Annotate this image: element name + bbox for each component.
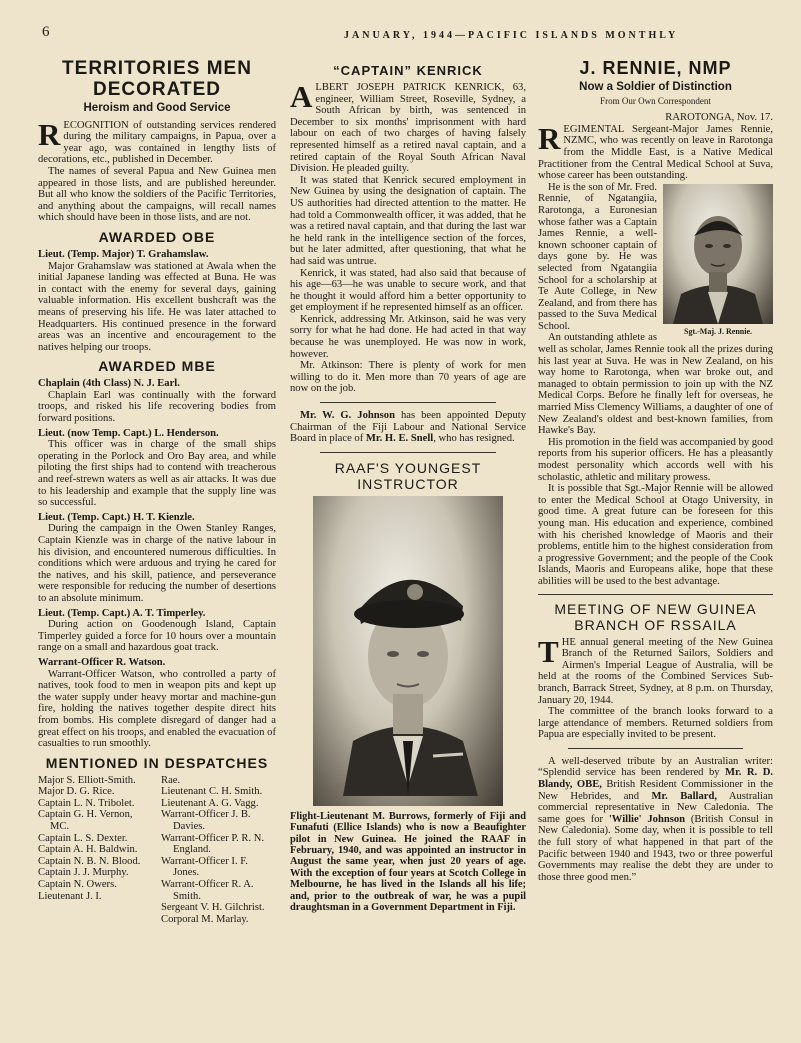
person-name: Mr. W. G. Johnson [300,410,395,422]
award-name: Lieut. (Temp. Capt.) H. T. Kienzle. [38,511,195,523]
column-rennie [538,54,773,883]
byline: From Our Own Correspondent [600,95,711,106]
meeting-paragraph: The committee of the branch looks forward to a large attendance of members. Returned soldiers from Papua are especially invited to be present. [538,706,773,741]
drop-cap: R [538,120,561,156]
intro-paragraph-2: The names of several Papua and New Guinea men appeared in those lists, and are published hereunder. But all who know the soldiers of the Pacific Territories, and anything about the campaigns, will recall names which should have been in those lists, and are not. [38,165,276,224]
despatch-entry: Major D. G. Rice. [38,786,115,798]
award-citation: This officer was in charge of the small ships operating in the Porlock and Oro Bay area, and while piloting the first ships had to contend with treacherous and reef-strewn waters as well as air attacks. It was due to his leadership and example that the supply line was so successful. [38,439,276,509]
rennie-paragraph: He is the son of Mr. Fred. Rennie, of Ngatangiia, Rarotonga, a Euronesian whose father was a Captain James Rennie, a well-known schooner captain of days gone by. He was selected from Ngatangiia School for a scholarship at Te Aute College, in New Zealand, and from there has passed to the Suva Medical School. [538,181,657,332]
article-title-territories: TERRITORIES MEN DECORATED [62,58,252,100]
section-heading-mbe: AWARDED MBE [98,358,216,375]
rennie-photo-caption: Sgt.-Maj. J. Rennie. [684,326,752,336]
despatch-entry: Sergeant V. H. Gilchrist. [161,902,265,914]
raaf-caption: Flight-Lieutenant M. Burrows, formerly of Fiji and Funafuti (Ellice Islands) who is now a Beaufighter pilot in New Guinea. He joined the RAAF in February, 1940, and was appointed an instructor in August the same year, when just 20 years of age. With the exception of four years at Scotch College in Melbourne, he has lived in the Islands all his life; and, prior to the outbreak of war, he was a pupil draughtsman in a Government Department in Fiji. [290,810,526,914]
tribute-paragraph [538,756,773,884]
tribute-text: A well-deserved tribute by an Australian writer: “Splendid service has been rendered by [538,755,773,779]
award-citation: Major Grahamslaw was stationed at Awala when the initial Japanese landing was effected at Buna. He was in contact with the enemy for several days, gaining valuable information. His excellent bushcraft was the means of preserving his life. He was later attached to Headquarters. His continued presence in the forward areas was an incentive and encouragement to the natives helping our troops. [38,260,276,353]
rennie-paragraph: An outstanding athlete as well as scholar, James Rennie took all the prizes during his last year at Suva. He was in New Zealand, on his way home to Rarotonga, when war broke out, and managed to obtain permission to join up with the NZ Medical Corps. Before he finally left for overseas, he married Miss Clemency Williams, a daughter of one of New Zealand's oldest and best-known families, from Hawke's Bay. [538,332,773,437]
person-name: 'Willie' Johnson [608,813,686,825]
rennie-photo [663,184,773,324]
despatch-entry: Warrant-Officer J. B. Davies. [161,809,251,833]
pilot-portrait-image [313,496,503,806]
article-title-rennie: J. RENNIE, NMP [579,58,732,78]
article-subtitle-rennie: Now a Soldier of Distinction [579,81,732,93]
meeting-paragraph [538,633,773,707]
drop-cap: T [538,633,559,669]
divider [320,452,496,453]
dateline: RAROTONGA, Nov. 17. [665,112,773,124]
article-subtitle-heroism: Heroism and Good Service [83,102,231,114]
despatch-entry: Captain L. N. Tribolet. [38,797,135,809]
despatch-entry: Major S. Elliott-Smith. [38,774,136,786]
award-citation: During the campaign in the Owen Stanley Ranges, Captain Kienzle was in charge of the native labour in his division, and encountered numerous difficulties. In conditions which were arduous and trying he cared for the natives, and his skill, patience, and perseverance were responsible for reducing the number of desertions to an absolute minimum. [38,523,276,604]
kenrick-paragraph [290,79,526,175]
divider [538,594,773,595]
drop-cap: R [38,116,61,152]
award-name: Lieut. (Temp. Major) T. Grahamslaw. [38,248,209,260]
column-territories [38,54,276,925]
despatches-left [38,775,153,926]
burrows-photo [313,496,503,806]
award-citation: During action on Goodenough Island, Captain Timperley guided a force for 10 hours over a mountain range on a small and hazardous goat track. [38,619,276,654]
person-name: Mr. Ballard, [651,790,718,802]
rennie-paragraph: His promotion in the field was accompanied by good reports from his superior officers. He has a pleasantly modest personality which accords well with his scholastic, athletic and military prowess. [538,436,773,483]
person-name: Mr. R. D. Blandy, OBE, [538,767,773,791]
section-heading-despatches: MENTIONED IN DESPATCHES [45,754,269,771]
award-name: Lieut. (Temp. Capt.) A. T. Timperley. [38,607,206,619]
soldier-portrait-image [663,184,773,324]
despatch-entry: Lieutenant J. I. [38,890,102,902]
despatch-entry: Warrant-Officer I. F. Jones. [161,855,248,879]
kenrick-paragraph: It was stated that Kenrick secured employment in New Guinea by using the designation of captain. The US authorities had directed attention to the matter. He had told a Commonwealth officer, it was added, that he was a retired naval captain, and that during the last war he held rank in the intelligence section of the forces, but he later admitted, after questioning, that what he had said was untrue. [290,174,526,267]
despatch-entry: Lieutenant A. G. Vagg. [161,797,259,809]
article-title-raaf: RAAF'S YOUNGEST INSTRUCTOR [334,459,482,492]
section-heading-obe: AWARDED OBE [98,228,216,245]
notice-text: , who has resigned. [433,433,515,445]
despatches-list [38,775,276,926]
drop-cap: A [290,79,313,114]
despatch-entry: Captain A. H. Baldwin. [38,844,138,856]
despatch-entry: Captain N. Owers. [38,879,117,891]
kenrick-paragraph: Kenrick, addressing Mr. Atkinson, said he was very sorry for what he had done. He had acted in that way because he was unemployed. He was now in work, however. [290,313,526,360]
award-name: Warrant-Officer R. Watson. [38,656,166,668]
column-kenrick [290,54,526,913]
kenrick-text: LBERT JOSEPH PATRICK KENRICK, 63, engineer, William Street, Roseville, Sydney, a South African by birth, was sentenced in December to six months' imprisonment with hard labour on each of two charges of having falsely represented himself as a retired naval captain, and a retired captain of the Royal South African Naval Division. He pleaded guilty. [290,82,526,175]
despatch-entry: Warrant-Officer P. R. N. England. [161,832,265,856]
rennie-text: EGIMENTAL Sergeant-Major James Rennie, NZMC, who was recently on leave in Rarotonga from the Middle East, is a Native Medical Practitioner from the Central Medical School at Suva, whose career has been outstanding. [538,123,773,182]
divider [568,748,743,749]
kenrick-paragraph: Kenrick, it was stated, had also said that because of his age—63—he was unable to secure work, and that he thought it would afford him a better opportunity to get employment if he represented himself as an officer. [290,267,526,314]
meeting-text: HE annual general meeting of the New Guinea Branch of the Returned Sailors, Soldiers and Airmen's Imperial League of Australia, will be held at the rooms of the Combined Services Sub-branch, Barrack Street, Sydney, at 8 p.m. on Thursday, January 20, 1944. [538,636,773,706]
despatch-entry: Captain L. S. Dexter. [38,832,128,844]
despatch-entry: Lieutenant C. H. Smith. [161,786,263,798]
despatch-entry: Captain N. B. N. Blood. [38,855,141,867]
running-head: JANUARY, 1944—PACIFIC ISLANDS MONTHLY [344,30,679,41]
award-citation: Chaplain Earl was continually with the forward troops, and risked his life recovering bodies from forward positions. [38,389,276,425]
tribute-text: Australian commercial representative in New Caledonia. The same goes for [538,790,773,825]
intro-text: ECOGNITION of outstanding services rendered during the military campaigns, in Papua, over a year ago, was contained in lengthy lists of decorations, etc., published in December. [38,119,276,166]
despatch-entry: Captain J. J. Murphy. [38,867,129,879]
award-name: Chaplain (4th Class) N. J. Earl. [38,378,180,390]
notice-text: has been appointed Deputy Chairman of the Fiji Labour and National Service Board in place of [290,410,526,445]
rennie-paragraph: It is possible that Sgt.-Major Rennie will be allowed to enter the Medical School at Otago University, in good time. A great future can be foreseen for this young man. His education and experience, combined with his cherished knowledge of Maoris and their problems, entitle him to the highest consideration from a progressive Government; and the people of the Cook Islands, Maoris and Europeans alike, hope that these abilities will be used to the best advantage. [538,483,773,587]
page-number: 6 [42,24,50,40]
kenrick-paragraph: Mr. Atkinson: There is plenty of work for men willing to do it. Men more than 70 years of age are now on the job. [290,360,526,395]
johnson-notice [290,410,526,445]
award-citation: Warrant-Officer Watson, who controlled a party of natives, took food to men in weapon pits and kept up the water supply under heavy mortar and machine-gun fire, holding the natives together despite direct hits from bombs. His complete disregard of danger had a great effect on his troops, and enabled the evacuation of casualties to run smoothly. [38,668,276,750]
despatch-entry: Rae. [161,774,181,786]
rennie-paragraph [538,120,773,182]
despatch-entry: Corporal M. Marlay. [161,913,249,925]
intro-paragraph [38,116,276,166]
despatch-entry: Captain G. H. Vernon, MC. [38,809,133,833]
tribute-text: (British Consul in New Caledonia). Some day, when it is possible to tell the full story of what happened in that part of the Pacific between 1940 and 1943, two or three powerful Governments may realise the debt they are under to those three good men.” [538,813,773,883]
article-title-kenrick: “CAPTAIN” KENRICK [333,63,483,78]
article-title-meeting: MEETING OF NEW GUINEA BRANCH OF RSSAILA [554,600,757,633]
despatch-entry: Warrant-Officer R. A. Smith. [161,879,254,902]
person-name: Mr. H. E. Snell [365,433,434,445]
despatches-right [161,775,276,926]
tribute-text: British Resident Commissioner in the New Hebrides, and [538,779,774,802]
rennie-photo-block [663,184,773,338]
divider [320,402,496,403]
award-name: Lieut. (now Temp. Capt.) L. Henderson. [38,427,219,439]
